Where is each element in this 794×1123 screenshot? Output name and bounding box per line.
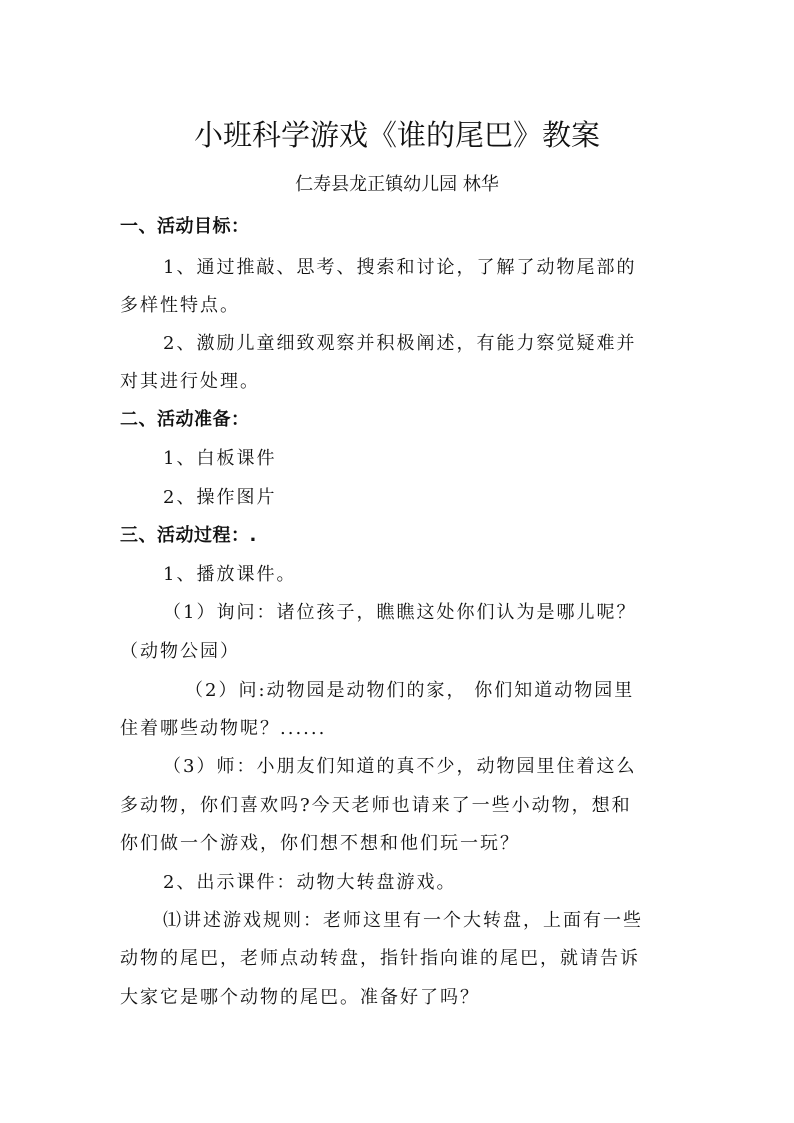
paragraph-line: 多样性特点。 [120,295,240,316]
paragraph-line: 2、出示课件：动物大转盘游戏。 [163,872,457,893]
paragraph-line: 住着哪些动物呢？...... [120,718,327,739]
paragraph-line: （1）询问：诸位孩子，瞧瞧这处你们认为是哪儿呢？ [163,602,637,623]
section-heading-goals: 一、活动目标： [120,216,250,237]
section-heading-process: 三、活动过程：. [120,525,257,546]
author-line: 仁寿县龙正镇幼儿园 林华 [295,174,499,195]
paragraph-line: 2、操作图片 [163,487,277,508]
paragraph-line: 多动物，你们喜欢吗?今天老师也请来了一些小动物，想和 [120,795,632,816]
document-title: 小班科学游戏《谁的尾巴》教案 [193,118,600,152]
paragraph-line: 2、激励儿童细致观察并积极阐述，有能力察觉疑难并 [163,333,637,354]
paragraph-line: 1、通过推敲、思考、搜索和讨论，了解了动物尾部的 [163,257,637,278]
paragraph-line: 1、白板课件 [163,448,277,469]
paragraph-line: 1、播放课件。 [163,564,297,585]
paragraph-line: （2）问:动物园是动物们的家， 你们知道动物园里 [185,680,635,701]
paragraph-line: ⑴讲述游戏规则：老师这里有一个大转盘，上面有一些 [163,910,643,931]
paragraph-line: 对其进行处理。 [120,371,260,392]
paragraph-line: （3）师：小朋友们知道的真不少，动物园里住着这么 [163,756,637,777]
paragraph-line: （动物公园） [120,641,240,662]
paragraph-line: 动物的尾巴，老师点动转盘，指针指向谁的尾巴，就请告诉 [120,948,640,969]
section-heading-preparation: 二、活动准备： [120,409,250,430]
paragraph-line: 大家它是哪个动物的尾巴。准备好了吗？ [120,987,480,1008]
paragraph-line: 你们做一个游戏，你们想不想和他们玩一玩？ [120,833,520,854]
